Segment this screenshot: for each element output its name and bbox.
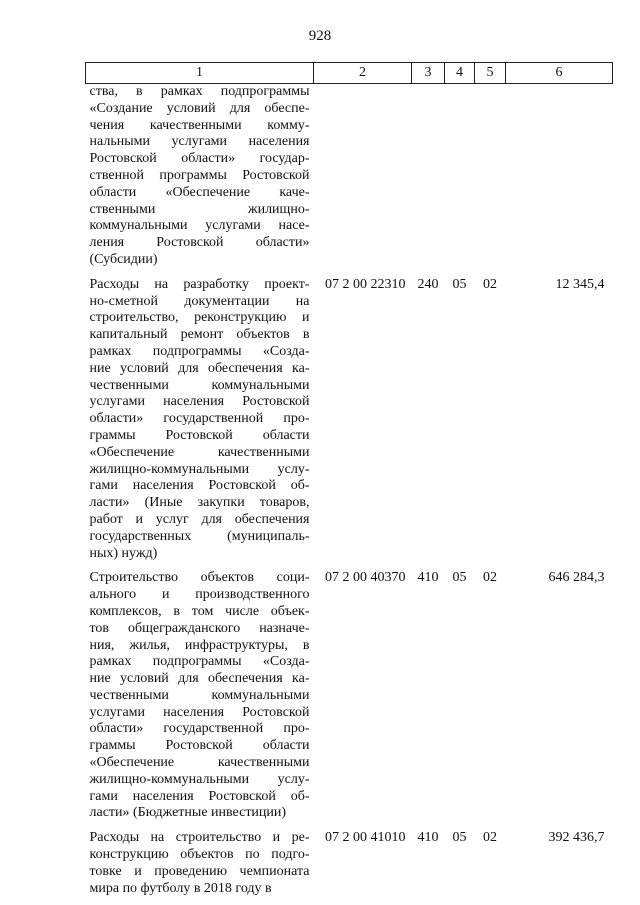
row-amount: 12 345,4 bbox=[555, 276, 605, 292]
description-line: рамках подпрограммы «Созда- bbox=[89, 654, 310, 670]
row-code: 07 2 00 41010 bbox=[325, 830, 406, 846]
row-subsection bbox=[475, 84, 506, 277]
row-description bbox=[86, 830, 314, 905]
description-line: ласти» (Бюджетные инвестиции) bbox=[89, 805, 287, 821]
description-line: комплексов, в том числе объек- bbox=[89, 603, 310, 619]
page-number: 928 bbox=[308, 28, 332, 44]
row-section: 05 bbox=[452, 570, 467, 586]
description-line: Расходы на строительство и ре- bbox=[89, 830, 310, 846]
description-line: услугами населения Ростовской bbox=[89, 704, 310, 720]
header-cell-5: 5 bbox=[475, 63, 506, 84]
header-cell-6: 6 bbox=[506, 63, 613, 84]
row-type-code: 410 bbox=[417, 830, 439, 846]
description-line: жилищно-коммунальными услу- bbox=[89, 771, 310, 787]
row-subsection: 02 bbox=[483, 570, 497, 586]
description-line: услугами населения Ростовской bbox=[89, 394, 310, 410]
description-line: граммы Ростовской области bbox=[89, 427, 310, 443]
description-line: чественными коммунальными bbox=[89, 377, 310, 393]
description-line: ственными жилищно- bbox=[89, 201, 310, 217]
description-line: тов общегражданского назначе- bbox=[89, 620, 310, 636]
row-description bbox=[86, 277, 314, 571]
row-type-code: 410 bbox=[417, 570, 439, 586]
description-line: рамках подпрограммы «Созда- bbox=[89, 343, 310, 359]
description-line: ние условий для обеспечения ка- bbox=[89, 360, 310, 376]
table-row bbox=[86, 570, 613, 830]
description-line: мира по футболу в 2018 году в bbox=[89, 880, 272, 896]
row-code: 07 2 00 40370 bbox=[325, 570, 406, 586]
row-code bbox=[314, 84, 412, 277]
description-line: ние условий для обеспечения ка- bbox=[89, 671, 310, 687]
description-line: «Обеспечение качественными bbox=[89, 444, 310, 460]
row-subsection: 02 bbox=[483, 830, 497, 846]
description-line: (Субсидии) bbox=[89, 251, 158, 267]
description-line: области «Обеспечение каче- bbox=[89, 184, 310, 200]
description-line: Расходы на разработку проект- bbox=[89, 276, 310, 292]
header-cell-4: 4 bbox=[445, 63, 475, 84]
description-line: чения качественными комму- bbox=[89, 117, 310, 133]
row-section: 05 bbox=[452, 276, 467, 292]
header-cell-2: 2 bbox=[314, 63, 412, 84]
header-cell-3: 3 bbox=[412, 63, 445, 84]
description-line: Строительство объектов соци- bbox=[89, 570, 310, 586]
description-line: работ и услуг для обеспечения bbox=[89, 511, 310, 527]
description-line: капитальный ремонт объектов в bbox=[89, 327, 310, 343]
row-type-code bbox=[412, 84, 445, 277]
description-line: гами населения Ростовской об- bbox=[89, 478, 310, 494]
description-line: гами населения Ростовской об- bbox=[89, 788, 310, 804]
description-line: чественными коммунальными bbox=[89, 687, 310, 703]
row-amount bbox=[506, 84, 613, 277]
description-line: ства, в рамках подпрограммы bbox=[89, 84, 310, 99]
description-line: области» государственной про- bbox=[89, 411, 310, 427]
description-line: ления Ростовской области» bbox=[89, 235, 310, 251]
table-row bbox=[86, 277, 613, 571]
description-line: ственной программы Ростовской bbox=[89, 167, 310, 183]
budget-table bbox=[85, 62, 613, 905]
row-code: 07 2 00 22310 bbox=[325, 276, 406, 292]
description-line: ласти» (Иные закупки товаров, bbox=[89, 495, 310, 511]
description-line: товке и проведению чемпионата bbox=[89, 863, 310, 879]
description-line: но-сметной документации на bbox=[89, 293, 310, 309]
row-amount: 392 436,7 bbox=[548, 830, 605, 846]
description-line: строительство, реконструкцию и bbox=[89, 310, 310, 326]
row-section: 05 bbox=[452, 830, 467, 846]
row-type-code: 240 bbox=[417, 276, 439, 292]
header-cell-1: 1 bbox=[86, 63, 314, 84]
description-line: коммунальными услугами насе- bbox=[89, 218, 310, 234]
table-row bbox=[86, 830, 613, 905]
row-subsection: 02 bbox=[483, 276, 497, 292]
description-line: ального и производственного bbox=[89, 587, 310, 603]
row-description bbox=[86, 570, 314, 830]
description-line: жилищно-коммунальными услу- bbox=[89, 461, 310, 477]
description-line: «Обеспечение качественными bbox=[89, 755, 310, 771]
row-section bbox=[445, 84, 475, 277]
description-line: нальными услугами населения bbox=[89, 134, 310, 150]
description-line: ния, жилья, инфраструктуры, в bbox=[89, 637, 310, 653]
header-row bbox=[86, 63, 613, 84]
row-description bbox=[86, 84, 314, 277]
description-line: ных) нужд) bbox=[89, 545, 158, 561]
description-line: государственных (муниципаль- bbox=[89, 528, 310, 544]
table-body bbox=[86, 84, 613, 905]
row-amount: 646 284,3 bbox=[548, 570, 605, 586]
description-line: граммы Ростовской области bbox=[89, 738, 310, 754]
table-row bbox=[86, 84, 613, 277]
description-line: Ростовской области» государ- bbox=[89, 151, 310, 167]
description-line: «Создание условий для обеспе- bbox=[89, 100, 310, 116]
description-line: конструкцию объектов по подго- bbox=[89, 847, 310, 863]
description-line: области» государственной про- bbox=[89, 721, 310, 737]
